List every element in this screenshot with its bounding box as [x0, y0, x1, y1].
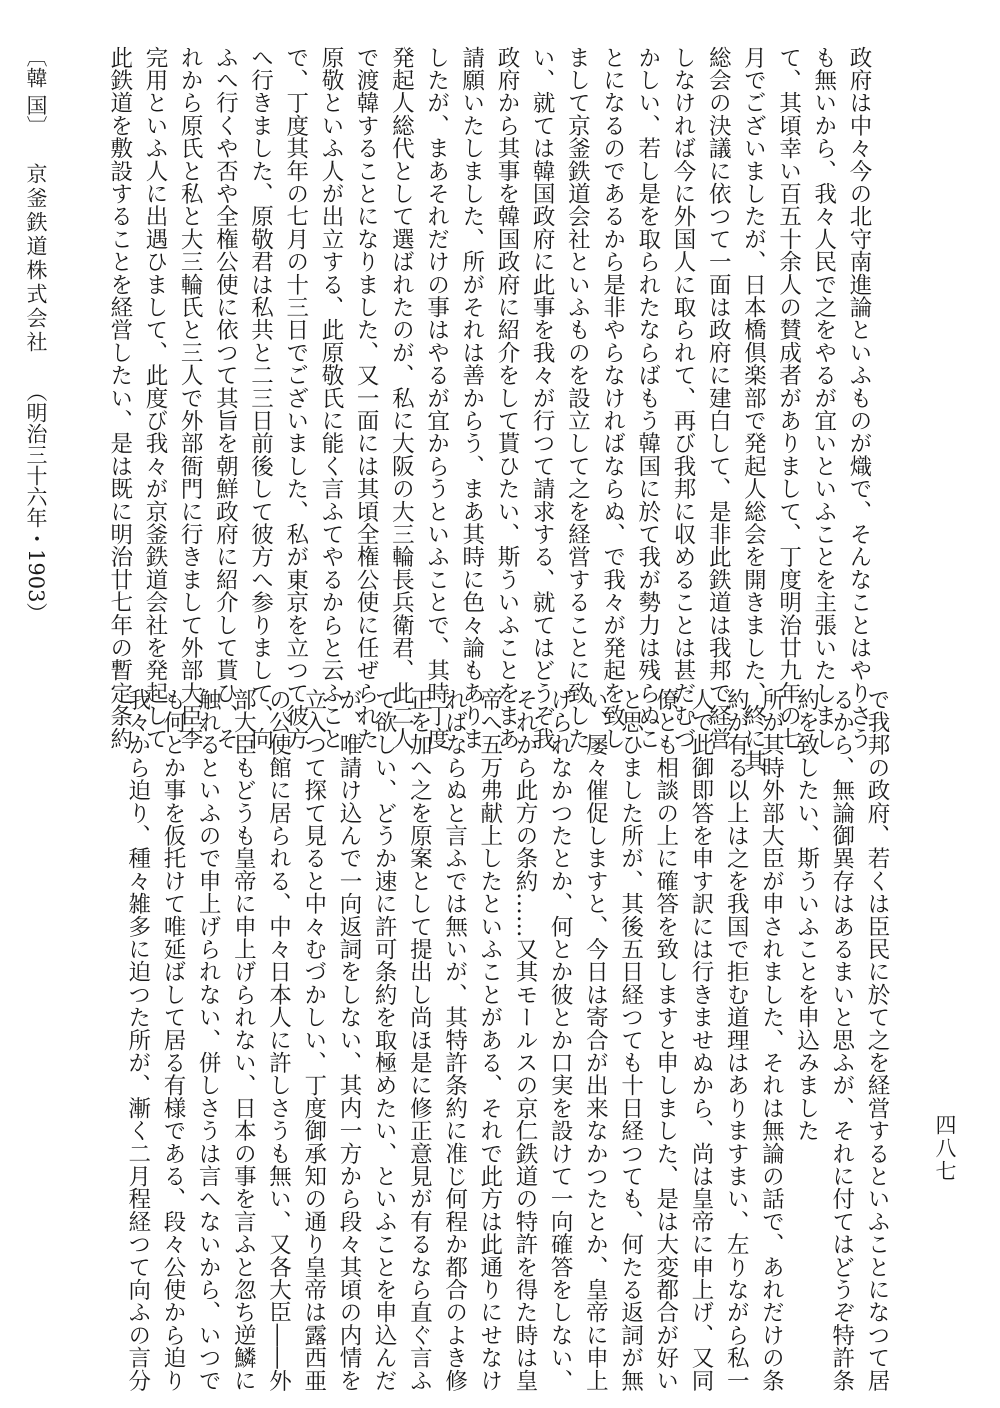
text-line: しなければ今に外国人に取られて、再び我邦に収めることは甚だむづ — [669, 46, 696, 750]
text-line: 原敬といふ人が出立する、此原敬氏に能く言ふてやるからと云ふこと — [317, 46, 344, 750]
text-line: 請願いたしました、所がそれは善からう、まあ其時に色々論もありま — [458, 46, 485, 750]
header-year: （明治三十六年・1903） — [24, 380, 48, 624]
text-line: い、屡々催促しますと、今日は寄合が出来なかつたとか、皇帝に申上 — [582, 688, 609, 1392]
text-line: 所が其時外部大臣が申されました、それは無論の話で、あれだけの条 — [758, 688, 785, 1392]
text-line: も何とか事を仮托けて唯延ばして居る有様である、段々公使から迫り — [159, 688, 186, 1392]
text-line: 発起人総代として選ばれたのが、私に大阪の大三輪長兵衛君、此二人 — [388, 46, 415, 750]
text-line: るから、無論御異存はあるまいと思ふが、それに付てはどうぞ特許条 — [828, 688, 855, 1392]
text-line: 完用といふ人に出遇ひまして、此度び我々が京釜鉄道会社を発起して — [141, 46, 168, 750]
text-line: 我々から迫り、種々雑多に迫つた所が、漸く二月程経つて向ふの言分 — [124, 688, 151, 1392]
text-line: 帝へ五万弗献上したといふことがある、それで此方は此通りにせなけ — [476, 688, 503, 1392]
text-line: れから原氏と私と大三輪氏と三人で外部衙門に行きまして外部大臣李 — [177, 46, 204, 750]
text-line: かしい、若し是を取られたならばもう韓国に於て我が勢力は残らぬこ — [634, 46, 661, 750]
page-number: 四八七 — [933, 1114, 957, 1183]
text-line: 約を致したい、斯ういふことを申込みました — [793, 688, 820, 1142]
text-line: い、就ては韓国政府に此事を我々が行つて請求する、就てはどうぞ我 — [529, 46, 556, 750]
text-line: 政府から其事を韓国政府に紹介をして貰ひたい、斯ういふことをまあ — [493, 46, 520, 750]
text-line: それから此方の条約……又其モールスの京仁鉄道の特許を得た時は皇 — [511, 688, 538, 1392]
text-line: 部大臣もどうも皇帝に申上げられない、日本の事を言ふと忽ち逆鱗に — [230, 688, 257, 1392]
text-line: まして京釜鉄道会社といふものを設立して之を経営することに致した — [564, 46, 591, 750]
upper-text-block — [102, 46, 876, 773]
text-line: 此鉄道を敷設することを経営したい、是は既に明治廿七年の暫定条約 — [106, 46, 133, 750]
text-line: 正を加へ之を原案として提出し尚ほ是に修正意見が有るなら直ぐ言ふ — [406, 688, 433, 1392]
text-line: ればならぬと言ふでは無いが、其特許条約に准じ何程か都合のよき修 — [441, 688, 468, 1392]
text-line: 触れるといふので申上げられない、併しさうは言へないから、いつで — [195, 688, 222, 1392]
text-line: 月でございましたが、日本橋倶楽部で発起人総会を開きました、終に其 — [740, 46, 767, 773]
text-line: て欲しい、どうか速に許可条約を取極めたい、といふことを申込んだ — [371, 688, 398, 1392]
text-line: 立入つて探て見ると中々むづかしい、丁度御承知の通り皇帝は露西亜 — [300, 688, 327, 1392]
text-line: 総会の決議に依つて一面は政府に建白して、是非此鉄道は我邦で経営 — [705, 46, 732, 750]
header-country: 〔韓 国〕 — [24, 46, 48, 137]
text-line: が、唯請け込んで一向返詞をしない、其内一方から段々其頃の内情を — [335, 688, 362, 1392]
text-line: したが、まあそれだけの事はやるが宜からうといふことで、其時丁度 — [423, 46, 450, 750]
text-line: げられなかつたとか、何とか彼とか口実を設けて一向確答をしない、 — [547, 688, 574, 1392]
running-header — [22, 46, 50, 666]
text-line: 人で此御即答を申す訳には行きませぬから、尚は皇帝に申上げ、又同 — [687, 688, 714, 1392]
text-line: 政府は中々今の北守南進論といふものが熾で、そんなことはやりさう — [846, 46, 872, 750]
text-line: で我邦の政府、若くは臣民に於て之を経営するといふことになつて居 — [864, 688, 890, 1392]
text-line: で、丁度其年の七月の十三日でございました、私が東京を立つて彼方 — [282, 46, 309, 750]
lower-text-block — [120, 688, 894, 1392]
text-line: へ行きました、原敬君は私共と二三日前後して彼方へ参りまして、向 — [247, 46, 274, 750]
text-line: とになるのであるから是非やらなければならぬ、で我々が発起を致し — [599, 46, 626, 750]
text-line: と思ひました所が、其後五日経つても十日経つても、何たる返詞が無 — [617, 688, 644, 1392]
text-line: の公使館に居られる、中々日本人に許しさうも無い、又各大臣――外 — [265, 688, 292, 1392]
text-line: 僚とも相談の上に確答を致しますと申しました、是は大変都合が好い — [652, 688, 679, 1392]
text-line: ふへ行くや否や全権公使に依つて其旨を朝鮮政府に紹介して貰ひ、そ — [212, 46, 239, 750]
text-line: も無いから、我々人民で之をやるが宜いといふことを主張いたしまし — [810, 46, 837, 750]
text-line: 約が有る以上は之を我国で拒む道理はありますまい、左りながら私一 — [723, 688, 750, 1392]
text-line: で渡韓することになりました、又一面には其頃全権公使に任ぜられた — [353, 46, 380, 750]
header-company: 京釜鉄道株式会社 — [24, 162, 48, 355]
text-line: て、其頃幸い百五十余人の賛成者がありまして、丁度明治廿九年の七 — [775, 46, 802, 750]
